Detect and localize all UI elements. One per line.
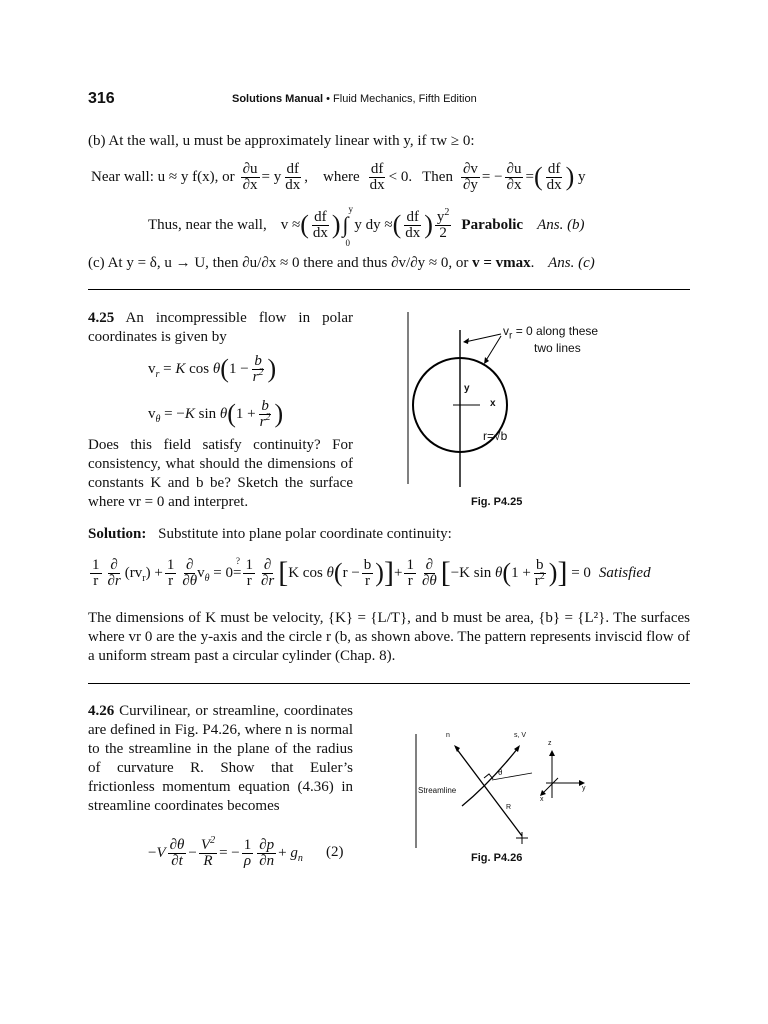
vr-equation: $v_r = K$ cos θ ( 1 − $\frac{b}{r^2}$ ) [148, 352, 277, 385]
vtheta-equation: $v_\theta = -K$ sin θ ( 1 + $\frac{b}{r^2}$ ) [148, 397, 284, 430]
y-label: y [582, 785, 586, 792]
parabolic-label: Parabolic [461, 216, 524, 233]
problem-425-number: 4.25 [88, 310, 115, 326]
problem-425-statement-2: Does this field satisfy continuity? For consistency, what should the dimensions of constants K and b be? Sketch the surface where vr = 0 and interpret. [88, 437, 353, 510]
sv-label: s, V [514, 732, 527, 739]
x-label: x [540, 796, 544, 803]
normal-line [456, 748, 522, 836]
header-bullet: • [326, 93, 330, 105]
streamline-label: Streamline [418, 786, 457, 795]
running-header [232, 93, 477, 105]
problem-425-statement-1 [88, 309, 353, 347]
then-word: Then [422, 168, 453, 185]
continuity-equation: $\frac{1}{r}$ $\frac{\partial}{\partial r}$ $(rv_r)$ + $\frac{1}{r}$ $\frac{\partial}{\partial\theta}$ $v_\theta$ = 0 = ? $\frac{1}{r}$ $\frac{\partial}{\partial r}$ [ K cos θ ( r − $\frac{b}{r}$ ) ] + $\frac{1}{r}$ $\frac{\partial}{\partial\theta}$ [ −K sin θ ( 1 + $\frac{b}{r^2}$ ) ] = 0 Satisfied [92, 555, 651, 589]
vr-note-line1: = 0 along these [515, 324, 599, 338]
figure-p425 [405, 312, 599, 487]
vr-label: v [503, 324, 509, 338]
part-c-line: (c) At y = δ, u → U, then ∂u/∂x ≈ 0 there and thus ∂v/∂y ≈ 0, or v = vmax. Ans. (c) [88, 255, 595, 271]
fig426-caption: Fig. P4.26 [471, 852, 523, 864]
part-b-intro: (b) At the wall, u must be approximately linear with y, if τw ≥ 0: [88, 133, 475, 149]
z-arrow [549, 750, 555, 756]
n-label: n [446, 732, 450, 739]
section-divider-2 [88, 683, 690, 684]
dimensions-paragraph: The dimensions of K must be velocity, {K} = {L/T}, and b must be area, {b} = {L²}. The surfaces where vr 0 are the y-axis and the circle r (b, as shown above. The pattern represents inviscid flow of a uniform stream past a circular cylinder (Chap. 8). [88, 610, 690, 664]
n-arrow [454, 745, 460, 752]
vr-note-line2: two lines [534, 341, 581, 355]
near-wall-equation: Near wall: u ≈ y f(x), or $\frac{\partial u}{\partial x}$ = y $\frac{df}{dx}$ , where $\frac{df}{dx}$ < 0. Then $\frac{\partial v}{\partial y}$ = − $\frac{\partial u}{\partial x}$ = ( $\frac{df}{dx}$ ) y [91, 160, 586, 193]
vr-zero-note [503, 324, 599, 342]
solution-text: Substitute into plane polar coordinate continuity: [158, 526, 452, 542]
figure-p426 [410, 728, 590, 853]
fig425-x-label: x [490, 398, 496, 409]
problem-426-text: Curvilinear, or streamline, coordinates are defined in Fig. P4.26, where n is normal to the streamline in the plane of the radius of curvature R. Show that Euler’s frictionless momentum equation (4.36) in streamline coordinates becomes [88, 703, 353, 814]
x-axis [542, 778, 558, 794]
pointer-arrow-2 [484, 357, 489, 364]
r-curvature-label: R [506, 804, 512, 811]
part-c-bold: v = vmax [472, 255, 531, 271]
streamline-euler-equation: −V $\frac{\partial\theta}{\partial t}$ − $\frac{V^2}{R}$ = − $\frac{1}{\rho}$ $\frac{\partial p}{\partial n}$ + $g_n$ [148, 834, 303, 869]
where-word: where [323, 168, 360, 185]
near-wall-label: Near wall: u ≈ y f(x), or [91, 168, 235, 185]
part-c-text: (c) At y = δ, u → U, then ∂u/∂x ≈ 0 there and thus ∂v/∂y ≈ 0, or [88, 255, 469, 271]
z-label: z [548, 740, 552, 747]
fig425-y-label: y [464, 383, 470, 394]
pointer-arrow-1 [463, 338, 469, 344]
pointer-line-2 [485, 336, 501, 362]
near-wall-parabolic-equation: Thus, near the wall, v ≈ ( $\frac{df}{dx}$ ) ∫ y 0 y dy ≈ ( $\frac{df}{dx}$ ) $\frac{y^2}{2}$ Parabolic Ans. (b) [148, 204, 585, 248]
answer-b: Ans. (b) [537, 216, 585, 233]
problem-425-text-1: An incompressible flow in polar coordinates is given by [88, 310, 353, 345]
satisfied-label: Satisfied [598, 564, 651, 581]
solution-425-intro [88, 525, 452, 544]
answer-c: Ans. (c) [548, 255, 595, 271]
theta-label: θ [498, 768, 503, 777]
figure-p425-diagram [405, 312, 555, 487]
section-divider-1 [88, 289, 690, 290]
vr-sub: r [509, 330, 513, 342]
solution-label: Solution: [88, 526, 147, 542]
book-title: Fluid Mechanics, Fifth Edition [333, 93, 477, 105]
lt0: < 0. [388, 168, 413, 185]
fig425-caption: Fig. P4.25 [471, 496, 523, 508]
thus-label: Thus, near the wall, [148, 216, 267, 233]
pointer-line-1 [465, 334, 501, 342]
fig425-radius-label: r=√b [483, 429, 508, 443]
equation-number-2: (2) [326, 844, 344, 860]
page-number: 316 [88, 90, 115, 107]
problem-426-number: 4.26 [88, 703, 115, 719]
running-title: Solutions Manual [232, 93, 324, 105]
problem-426-statement [88, 702, 353, 816]
